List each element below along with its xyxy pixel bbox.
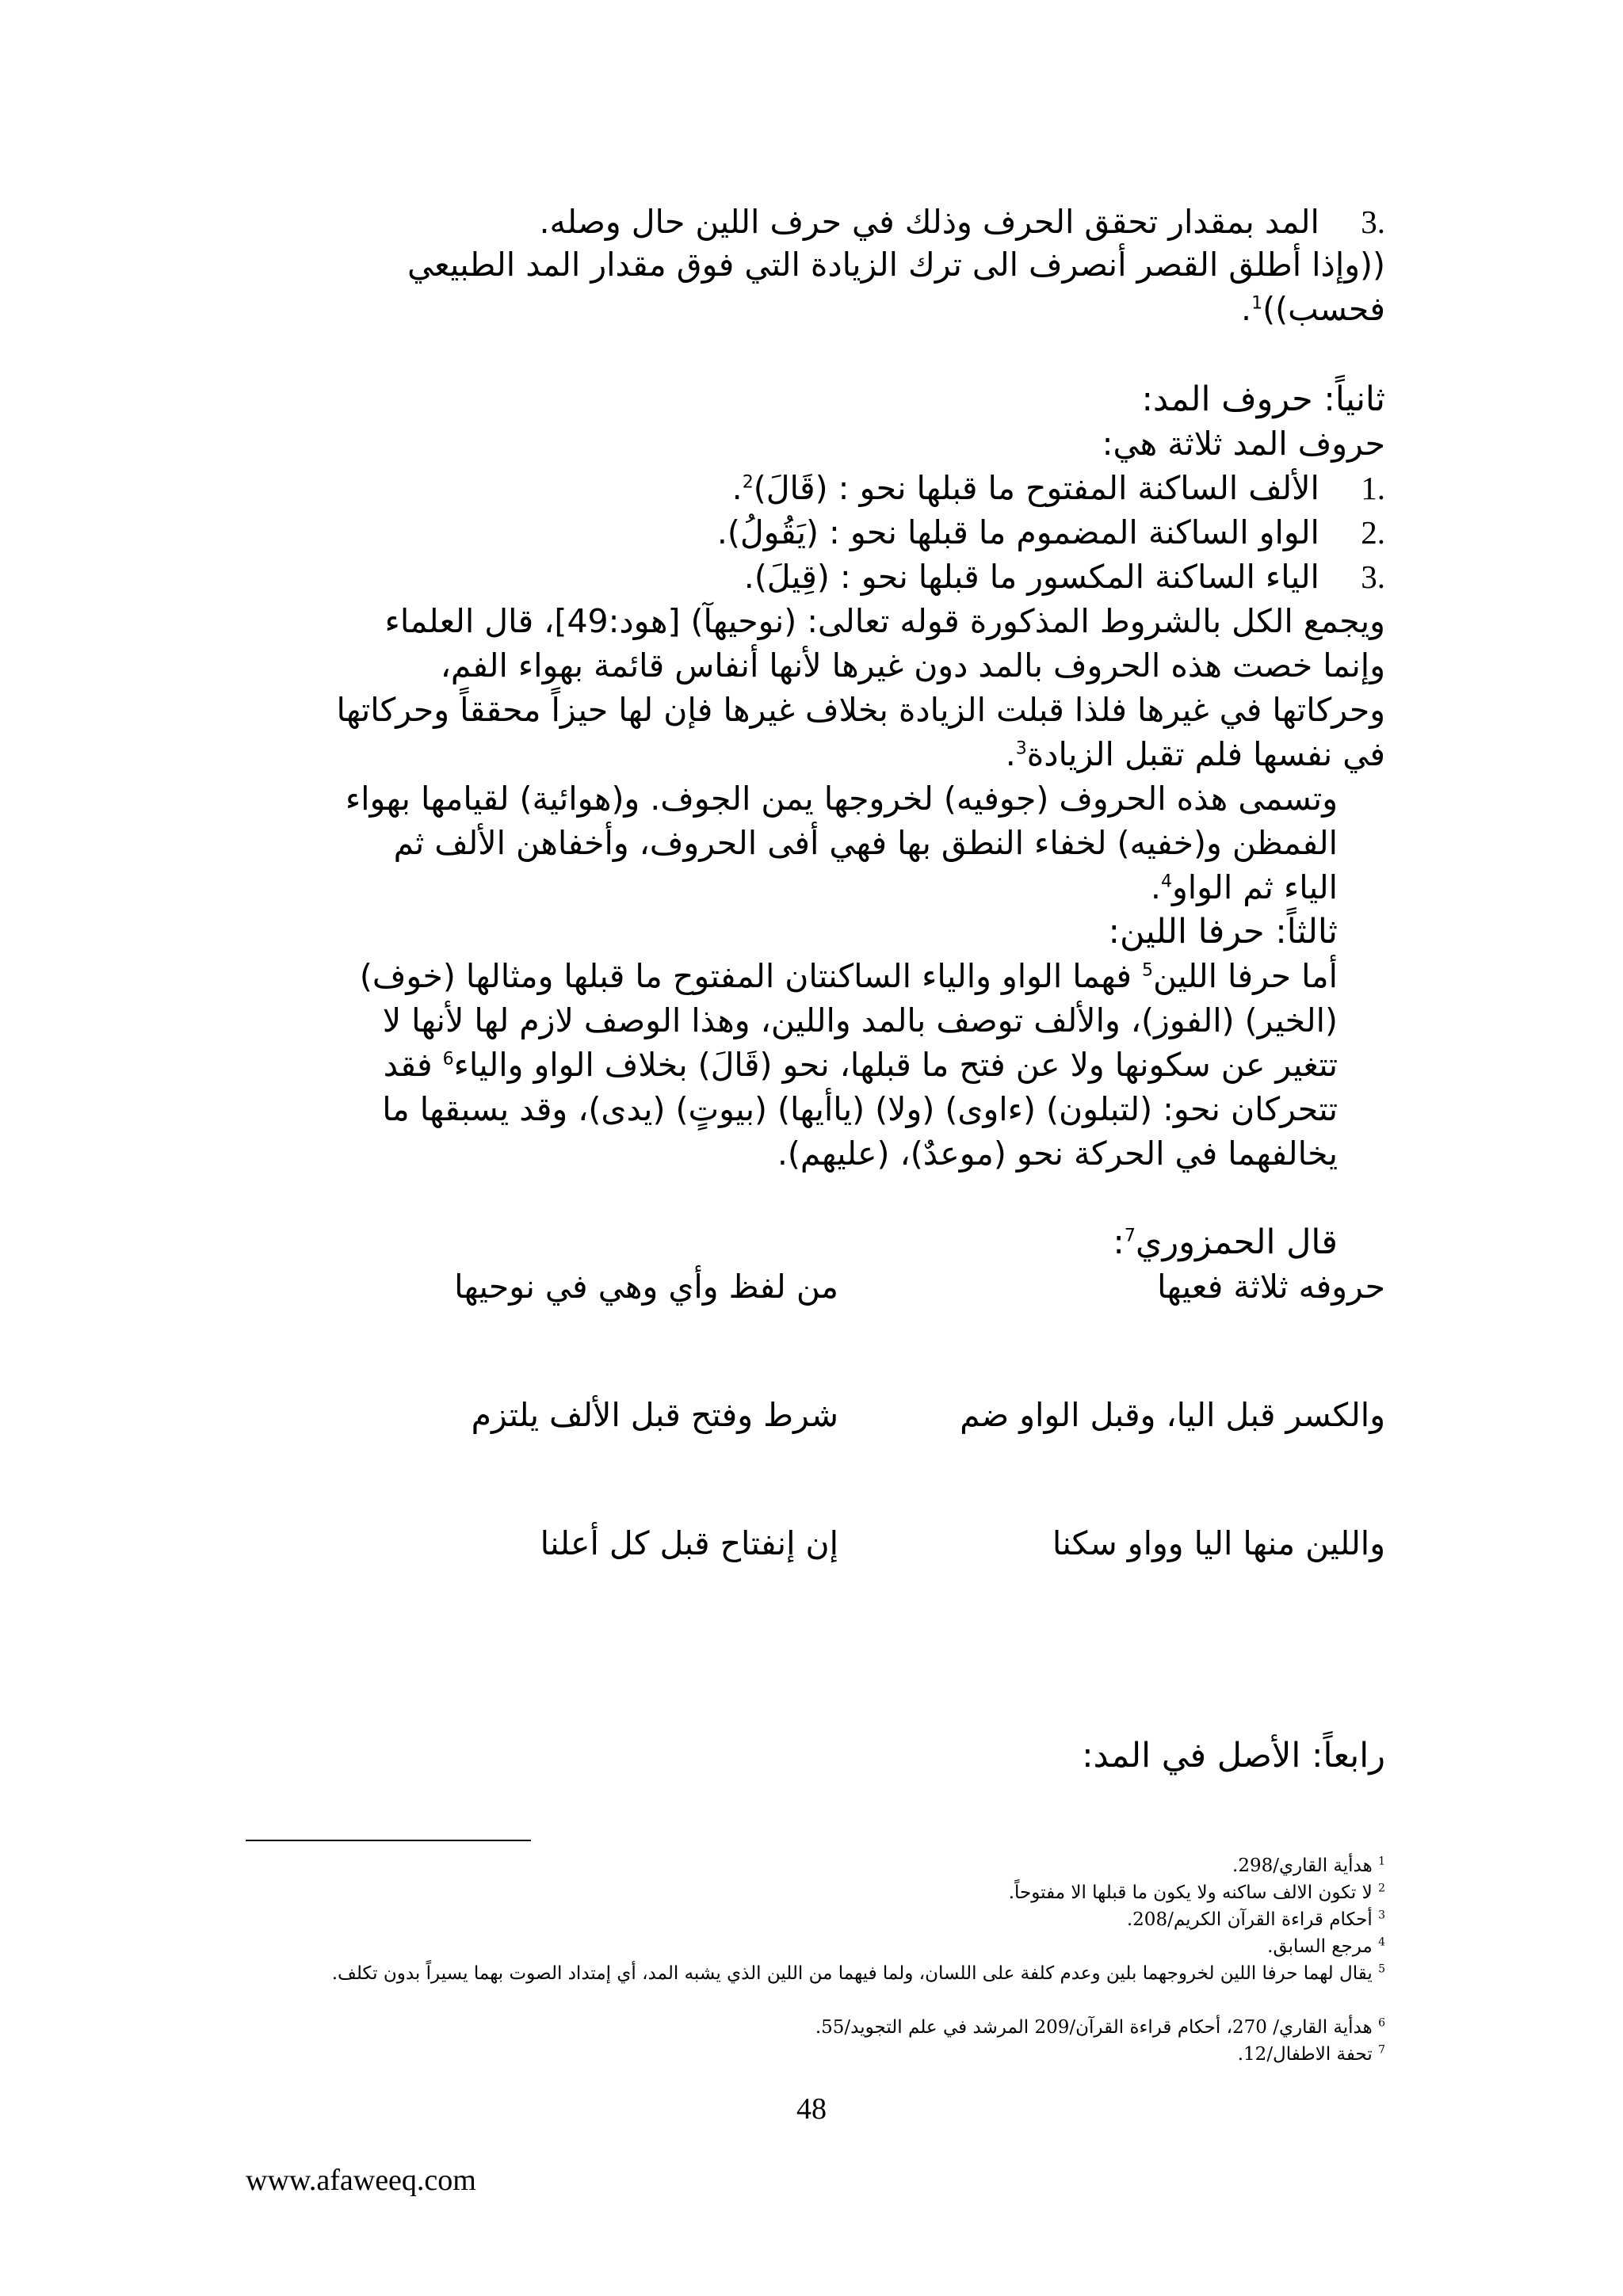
footnote-number: 5 (1378, 1962, 1385, 1976)
paragraph-line: ويجمع الكل بالشروط المذكورة قوله تعالى: (نوحيهآ) [هود:49]، قال العلماء (384, 602, 1385, 640)
list-text: الألف الساكنة المفتوح ما قبلها نحو : (قَالَ) (753, 469, 1319, 507)
footnote-ref: 4 (1160, 871, 1172, 892)
website-url: www.afaweeq.com (246, 2164, 476, 2197)
verse-left: شرط وفتح قبل الألف يلتزم (471, 1396, 838, 1434)
list-item-3b (744, 555, 1385, 599)
footnote-2 (228, 1879, 1385, 1906)
footnote-ref: 5 (1141, 960, 1153, 981)
paragraph-line (384, 1043, 1338, 1087)
verse-right: والكسر قبل اليا، وقبل الواو ضم (960, 1396, 1385, 1434)
poem-heading (1113, 1220, 1338, 1264)
section-heading-2: ثانياً: حروف المد: (1141, 379, 1385, 419)
list-item-1 (732, 466, 1385, 510)
paragraph-line (1151, 865, 1338, 910)
list-number: .3 (1361, 559, 1385, 595)
quote-line-1: ((وإذا أطلق القصر أنصرف الى ترك الزيادة التي فوق مقدار المد الطبيعي (407, 246, 1385, 284)
footnote-7 (228, 2041, 1385, 2068)
poem-heading-text: قال الحمزوري (1135, 1222, 1338, 1262)
quote-line-2 (1241, 287, 1385, 331)
paragraph-line (1006, 732, 1385, 776)
footnote-separator (246, 1840, 531, 1841)
footnote-1 (228, 1852, 1385, 1879)
list-text: المد بمقدار تحقق الحرف وذلك في حرف اللين حال وصله. (539, 203, 1319, 241)
list-item-3 (539, 200, 1385, 244)
section-heading-4: رابعاً: الأصل في المد: (1082, 1736, 1385, 1775)
paragraph-text: فقد (383, 1046, 443, 1084)
paragraph-line: وتسمى هذه الحروف (جوفيه) لخروجها يمن الجوف. و(هوائية) لقيامها بهواء (345, 780, 1338, 818)
quote-end: . (1241, 290, 1252, 328)
list-number: .3 (1361, 204, 1385, 240)
footnote-text: لا تكون الالف ساكنه ولا يكون ما قبلها الا مفتوحاً. (1008, 1882, 1373, 1903)
verse-right: حروفه ثلاثة فعيها (1157, 1268, 1385, 1306)
section-intro: حروف المد ثلاثة هي: (1102, 425, 1385, 463)
section-heading-3: ثالثاً: حرفا اللين: (1108, 912, 1338, 952)
poem-heading-end: : (1113, 1222, 1125, 1262)
footnote-number: 2 (1378, 1882, 1385, 1895)
paragraph-line (360, 954, 1338, 998)
paragraph-line: (الخير) (الفوز)، والألف توصف بالمد واللين، وهذا الوصف لازم لها لأنها لا (382, 1001, 1338, 1039)
paragraph-text: أما حرفا اللين (1152, 957, 1338, 995)
footnote-text: يقال لهما حرفا اللين لخروجهما بلين وعدم كلفة على اللسان، ولما فيهما من اللين الذي يشبه المد، أي إمتداد الصوت بهما يسيراً بدون تكلف. (331, 1963, 1373, 1984)
list-number: .2 (1361, 514, 1385, 551)
footnote-5 (228, 1960, 1385, 1987)
paragraph-line: تتحركان نحو: (لتبلون) (ءاوى) (ولا) (ياأيها) (بيوتٍ) (يدى)، وقد يسبقها ما (382, 1090, 1338, 1128)
footnote-ref: 3 (1015, 738, 1027, 759)
footnote-4 (228, 1933, 1385, 1960)
paragraph-text: تتغير عن سكونها ولا عن فتح ما قبلها، نحو (قَالَ) بخلاف الواو والياء (453, 1046, 1338, 1084)
footnote-number: 7 (1378, 2043, 1385, 2057)
footnote-text: تحفة الاطفال/12. (1237, 2044, 1373, 2065)
footnote-text: هدأية القاري/ 270، أحكام قراءة القرآن/209 المرشد في علم التجويد/55. (815, 2017, 1373, 2038)
paragraph-text: فهما الواو والياء الساكنتان المفتوح ما قبلها ومثالها (خوف) (359, 957, 1142, 995)
footnote-number: 4 (1378, 1936, 1385, 1949)
footnote-text: مرجع السابق. (1267, 1936, 1373, 1957)
list-text: الواو الساكنة المضموم ما قبلها نحو : (يَقُولُ). (716, 513, 1319, 551)
page-number: 48 (796, 2092, 827, 2126)
quote-text: فحسب)) (1262, 290, 1385, 328)
verse-right: واللين منها اليا وواو سكنا (1052, 1524, 1385, 1562)
footnote-3 (228, 1906, 1385, 1933)
verse-left: من لفظ وأي وهي في نوحيها (454, 1268, 838, 1306)
footnote-number: 1 (1378, 1855, 1385, 1868)
paragraph-end: . (1005, 735, 1016, 773)
footnote-ref: 6 (442, 1049, 454, 1070)
list-number: .1 (1361, 470, 1385, 506)
footnote-number: 6 (1378, 2016, 1385, 2030)
footnote-text: أحكام قراءة القرآن الكريم/208. (1126, 1909, 1373, 1930)
footnote-ref: 2 (742, 472, 754, 493)
paragraph-text: في نفسها فلم تقبل الزيادة (1026, 735, 1385, 773)
paragraph-line: وحركاتها في غيرها فلذا قبلت الزيادة بخلاف غيرها فإن لها حيزاً محققاً وحركاتها (336, 691, 1385, 729)
footnote-number: 3 (1378, 1909, 1385, 1922)
footnote-ref: 1 (1251, 293, 1263, 314)
footnote-ref: 7 (1124, 1226, 1136, 1246)
paragraph-end: . (1150, 868, 1161, 906)
verse-left: إن إنفتاح قبل كل أعلنا (540, 1524, 838, 1562)
paragraph-text: الياء ثم الواو (1171, 868, 1338, 906)
paragraph-line: الفمظن و(خفيه) لخفاء النطق بها فهي أفى الحروف، وأخفاهن الألف ثم (393, 824, 1338, 862)
list-item-2 (717, 510, 1385, 555)
footnote-text: هدأية القاري/298. (1232, 1855, 1373, 1876)
footnote-6 (228, 2014, 1385, 2041)
paragraph-line: يخالفهما في الحركة نحو (موعدٌ)، (عليهم). (777, 1135, 1338, 1173)
paragraph-line: وإنما خصت هذه الحروف بالمد دون غيرها لأنها أنفاس قائمة بهواء الفم، (440, 646, 1385, 685)
list-end: . (731, 469, 743, 507)
list-text: الياء الساكنة المكسور ما قبلها نحو : (قِيلَ). (743, 558, 1319, 596)
